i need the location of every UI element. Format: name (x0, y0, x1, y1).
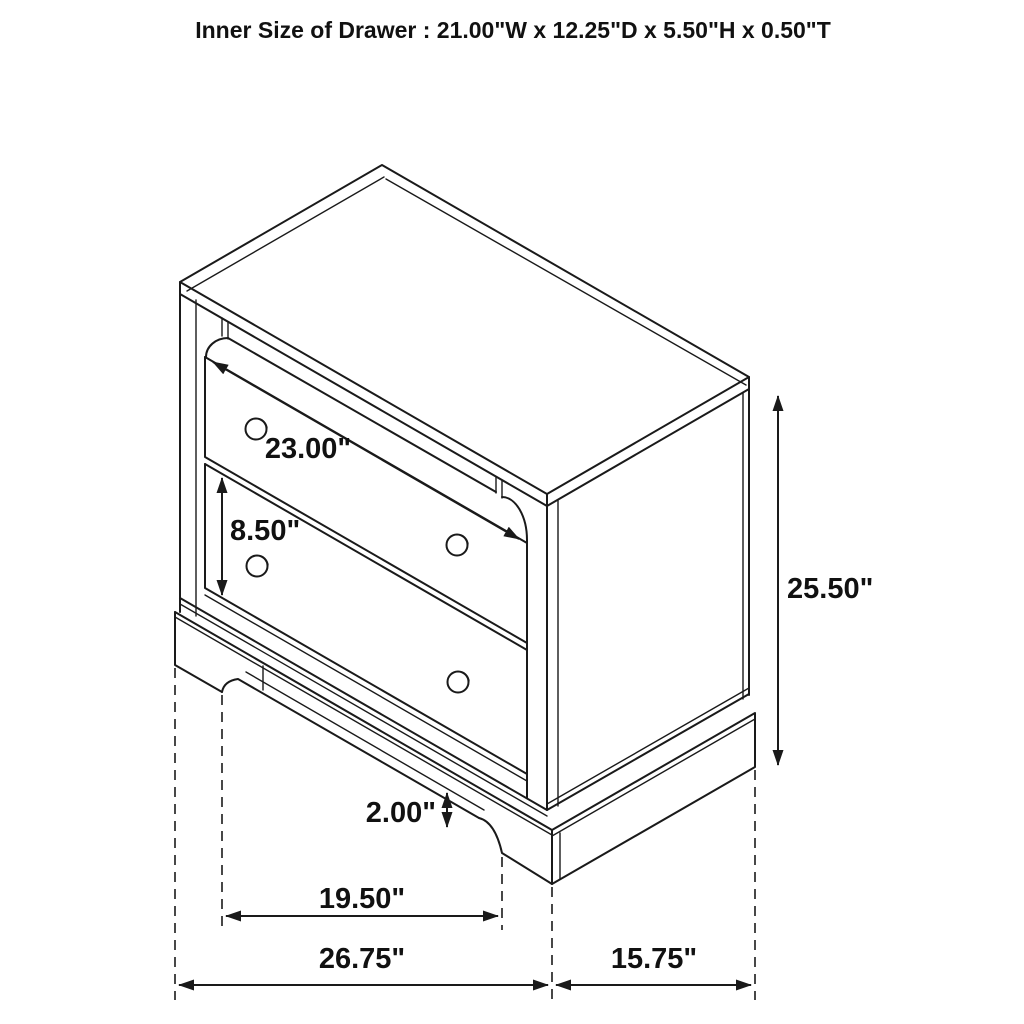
dimension-overall-width (179, 943, 548, 985)
dimension-label-overall-height: 25.50" (787, 573, 874, 605)
base-plinth (175, 612, 755, 884)
dimension-foot-inner-span (226, 883, 498, 916)
dimension-label-foot-inner-span: 19.50" (318, 883, 406, 915)
dimension-label-overall-width: 26.75" (318, 943, 406, 975)
dimension-base-foot-height (366, 793, 447, 829)
drawer-1 (205, 357, 527, 643)
dimension-label-base-foot-height: 2.00" (365, 797, 436, 829)
page-title: Inner Size of Drawer : 21.00"W x 12.25"D x 5.50"H x 0.50"T (195, 17, 831, 43)
drawer-2 (205, 464, 527, 781)
dimension-label-overall-depth: 15.75" (610, 943, 698, 975)
dimension-overall-height (778, 396, 873, 765)
dimension-overall-depth (556, 943, 751, 985)
dimension-label-drawer-opening-width: 23.00" (264, 433, 352, 465)
side-panel (547, 389, 749, 810)
dimension-label-lower-drawer-height: 8.50" (230, 515, 301, 547)
